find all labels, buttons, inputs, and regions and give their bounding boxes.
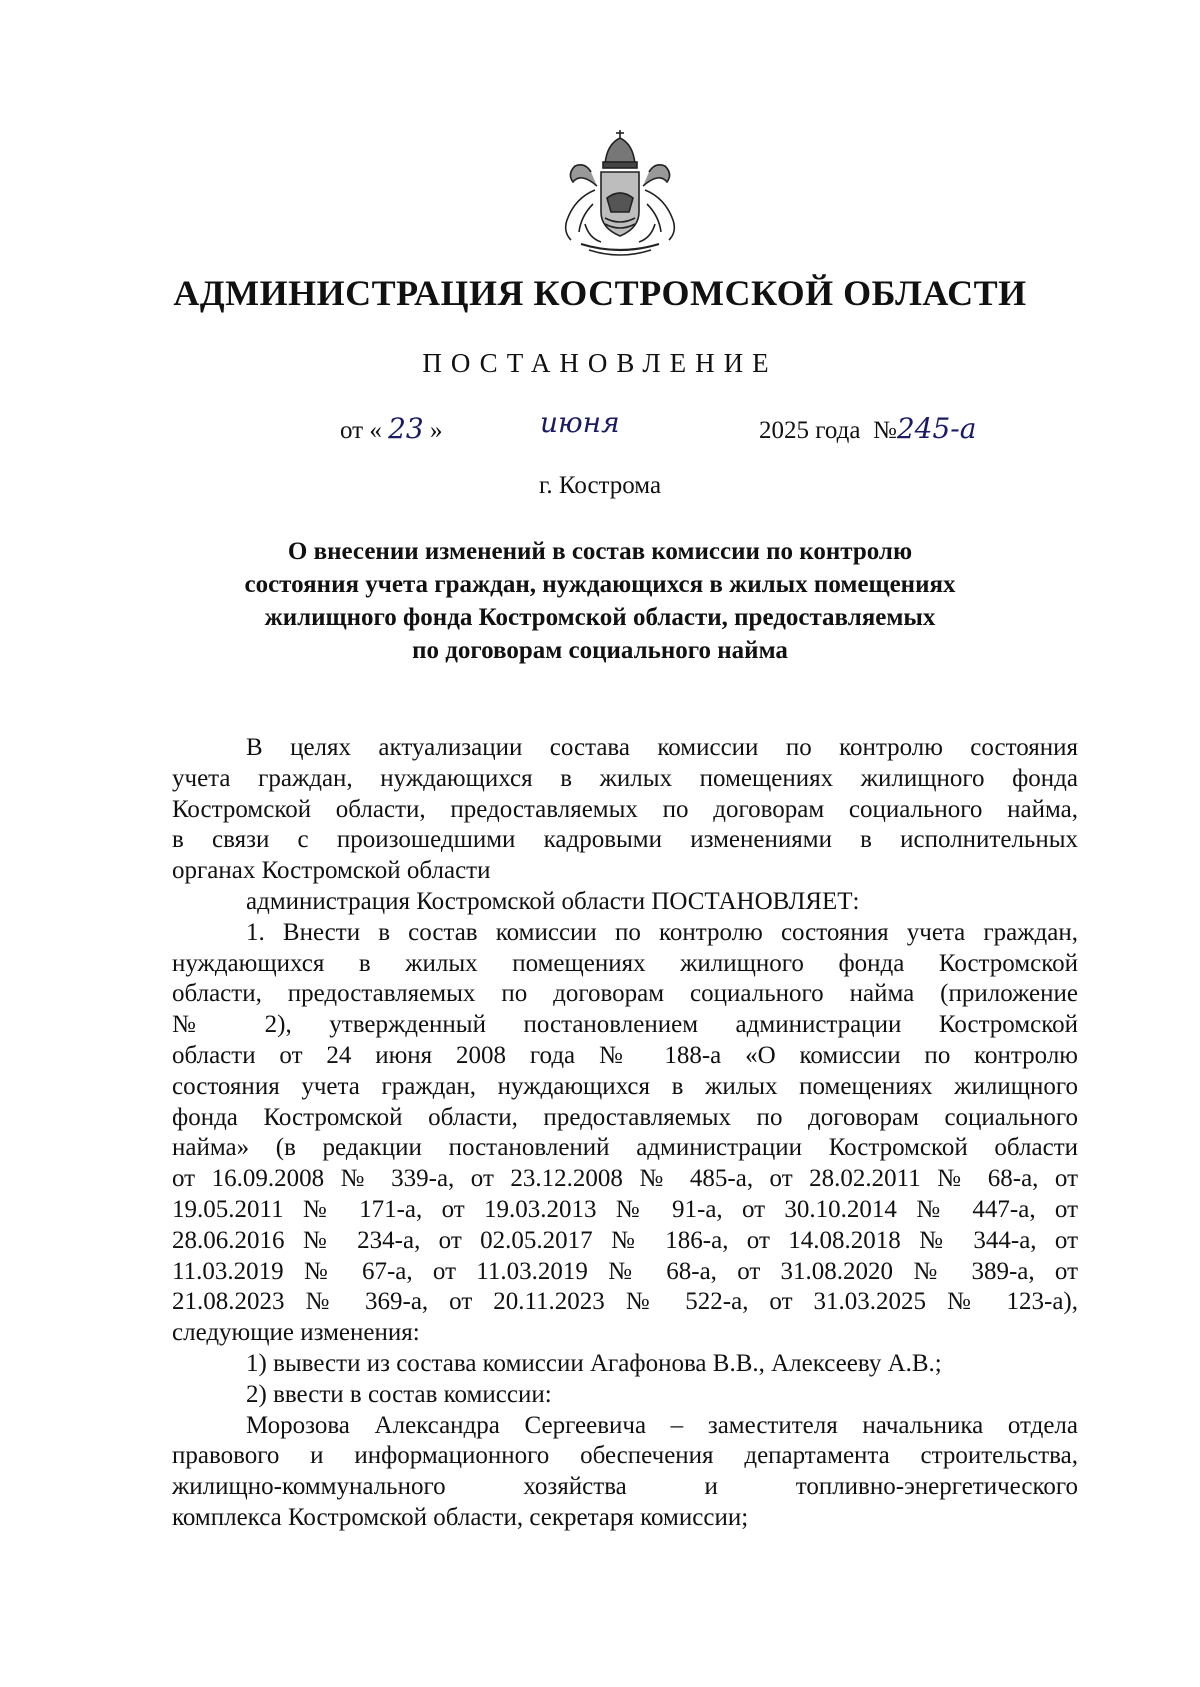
body-line: 19.05.2011 № 171-а, от 19.03.2013 № 91-а, от 30.10.2014 № 447-а, от — [172, 1195, 1078, 1223]
body-line: 28.06.2016 № 234-а, от 02.05.2017 № 186-а, от 14.08.2018 № 344-а, от — [172, 1226, 1078, 1254]
date-year-number — [759, 412, 976, 445]
quote-close: » — [430, 417, 443, 444]
body-line: 1) вывести из состава комиссии Агафонова В.В., Алексееву А.В.; — [246, 1349, 942, 1377]
number-sign: № — [872, 417, 897, 444]
date-month — [540, 406, 620, 439]
city-name: г. Кострома — [538, 472, 662, 499]
document-subject — [150, 535, 1050, 667]
body-line: 21.08.2023 № 369-а, от 20.11.2023 № 522-а, от 31.03.2025 № 123-а), — [172, 1288, 1078, 1316]
date-day-handwritten: 23 — [388, 412, 424, 445]
document-number-handwritten: 245-а — [896, 412, 977, 445]
body-line: администрация Костромской области ПОСТАНОВЛЯЕТ: — [246, 887, 860, 915]
body-line: № 2), утвержденный постановлением администрации Костромской — [172, 1011, 1078, 1039]
date-year: 2025 года — [759, 417, 861, 444]
subject-line: по договорам социального найма — [412, 637, 788, 664]
subject-line: жилищного фонда Костромской области, предоставляемых — [264, 604, 936, 631]
body-line: Костромской области, предоставляемых по договорам социального найма, — [172, 795, 1078, 823]
date-from-label: от — [340, 417, 364, 444]
organization-title: АДМИНИСТРАЦИЯ КОСТРОМСКОЙ ОБЛАСТИ — [173, 273, 1027, 313]
body-line: органах Костромской области — [172, 857, 491, 885]
body-line: нуждающихся в жилых помещениях жилищного фонда Костромской — [172, 949, 1078, 977]
body-line: от 16.09.2008 № 339-а, от 23.12.2008 № 485-а, от 28.02.2011 № 68-а, от — [172, 1165, 1078, 1193]
document-body — [172, 733, 1078, 1534]
body-line: Морозова Александра Сергеевича – заместителя начальника отдела — [246, 1411, 1078, 1439]
document-type: ПОСТАНОВЛЕНИЕ — [422, 348, 778, 378]
body-line: состояния учета граждан, нуждающихся в жилых помещениях жилищного — [172, 1072, 1078, 1100]
body-line: 11.03.2019 № 67-а, от 11.03.2019 № 68-а, от 31.08.2020 № 389-а, от — [172, 1257, 1078, 1285]
body-line: правового и информационного обеспечения департамента строительства, — [172, 1442, 1078, 1470]
body-line: области, предоставляемых по договорам социального найма (приложение — [172, 980, 1078, 1008]
body-line: следующие изменения: — [172, 1319, 420, 1347]
body-line: области от 24 июня 2008 года № 188-а «О комиссии по контролю — [172, 1041, 1078, 1069]
subject-line: О внесении изменений в состав комиссии по контролю — [287, 538, 913, 565]
body-line: фонда Костромской области, предоставляемых по договорам социального — [172, 1103, 1078, 1131]
date-month-handwritten: июня — [540, 406, 620, 439]
subject-line: состояния учета граждан, нуждающихся в жилых помещениях — [244, 571, 956, 598]
coat-of-arms-emblem — [545, 128, 695, 260]
body-line: В целях актуализации состава комиссии по контролю состояния — [246, 734, 1078, 761]
date-prefix — [340, 412, 443, 445]
body-line: найма» (в редакции постановлений администрации Костромской области — [172, 1134, 1078, 1162]
body-line: в связи с произошедшими кадровыми изменениями в исполнительных — [172, 826, 1078, 854]
body-line: 1. Внести в состав комиссии по контролю состояния учета граждан, — [246, 918, 1078, 946]
body-line: жилищно-коммунального хозяйства и топливно-энергетического — [172, 1473, 1078, 1501]
body-line: учета граждан, нуждающихся в жилых помещениях жилищного фонда — [172, 764, 1078, 792]
body-line: 2) ввести в состав комиссии: — [246, 1380, 552, 1408]
quote-open: « — [369, 417, 382, 444]
body-line: комплекса Костромской области, секретаря комиссии; — [172, 1503, 749, 1531]
